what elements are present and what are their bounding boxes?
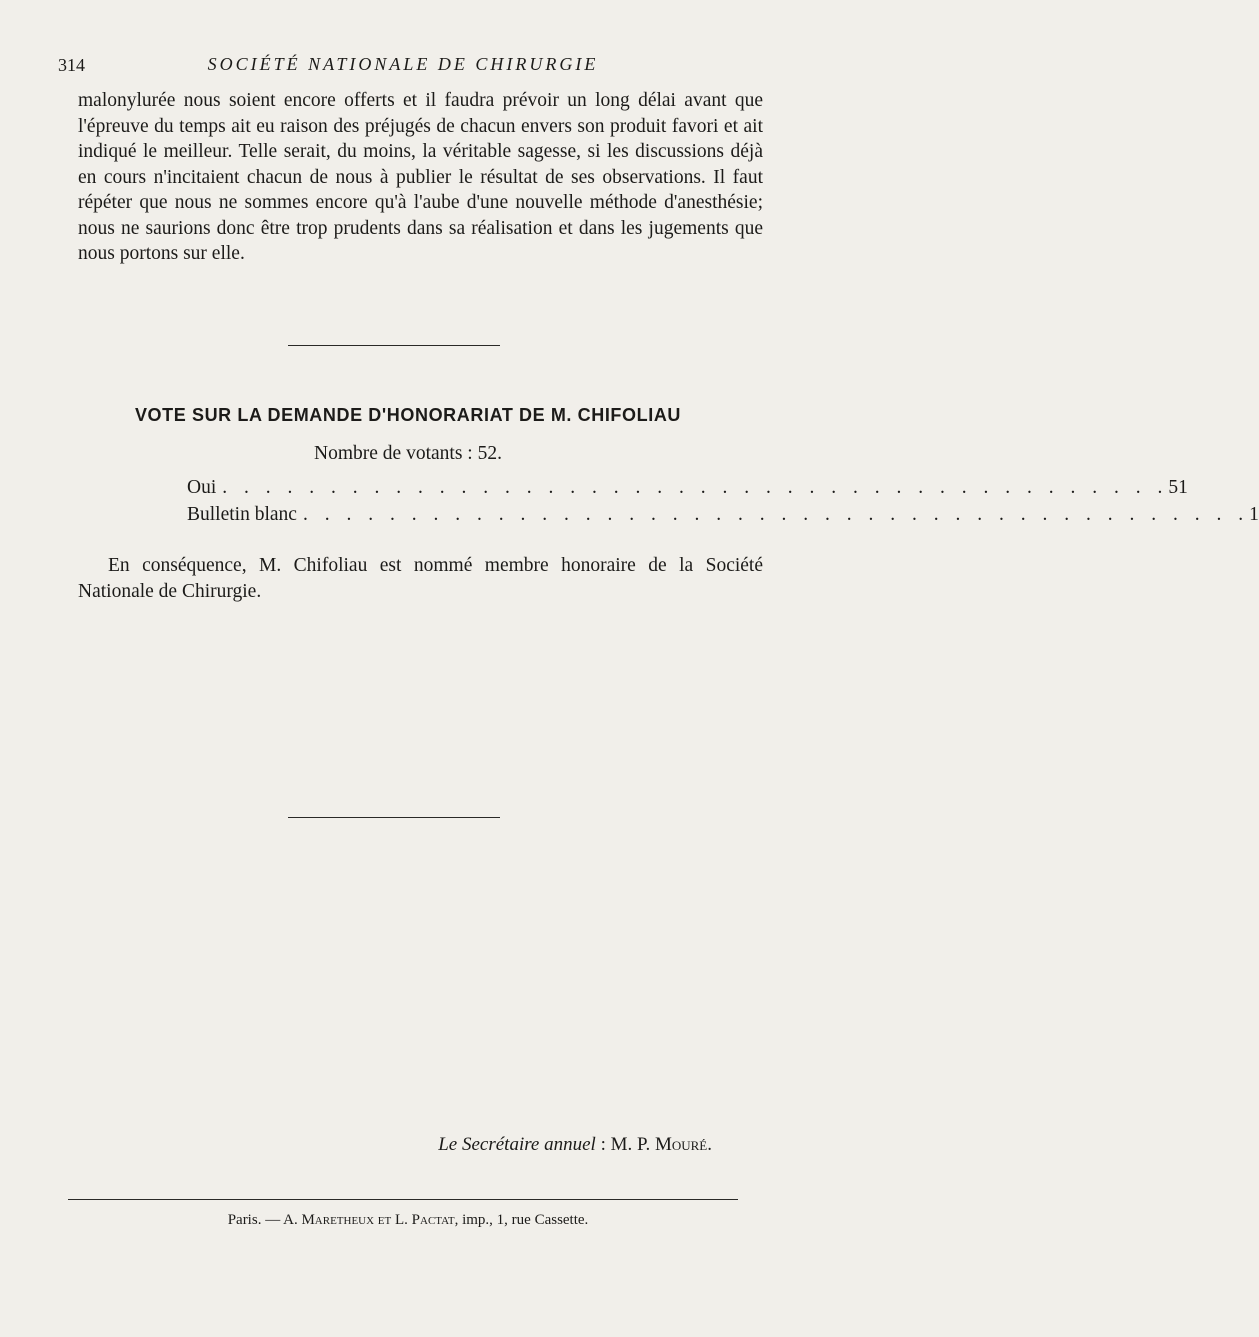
journal-title: SOCIÉTÉ NATIONALE DE CHIRURGIE (207, 54, 599, 74)
tally-label: Oui (187, 477, 217, 498)
tally-value: 1 (1249, 504, 1259, 525)
signature-separator: : (595, 1134, 611, 1155)
section-divider (288, 345, 500, 346)
tally-row-bulletin-blanc (187, 504, 1259, 531)
vote-tally (187, 477, 1259, 531)
dot-leader: . . . . . . . . . . . . . . . . . . . . . . . . . . . . . . . . . . . . . . . . . . . . (302, 504, 1250, 525)
intro-paragraph: malonylurée nous soient encore offerts et il faudra prévoir un long délai avant que l'épreuve du temps ait eu raison des préjugés de chacun envers son produit favori et ait indiqué le meilleur. Telle serait, du moins, la véritable sagesse, si les discussions déjà en cours n'incitaient chacun de nous à publier le résultat de ses observations. Il faut répéter que nous ne sommes encore qu'à l'aube d'une nouvelle méthode d'anesthésie; nous ne saurions donc être trop prudents dans sa réalisation et dans les jugements que nous portons sur elle. (78, 90, 763, 264)
dot-leader: . . . . . . . . . . . . . . . . . . . . . . . . . . . . . . . . . . . . . . . . . . . . (222, 477, 1169, 498)
imprint-printer: Maretheux et L. Pactat (301, 1212, 455, 1228)
vote-heading: VOTE SUR LA DEMANDE D'HONORARIAT DE M. CHIFOLIAU (134, 405, 682, 425)
voters-count: Nombre de votants : 52. (314, 443, 502, 464)
running-head (58, 50, 748, 80)
imprint-address: , imp., 1, rue Cassette. (454, 1212, 589, 1228)
signature-name-prefix: M. P. (610, 1134, 655, 1155)
tally-value: 51 (1168, 477, 1188, 498)
tally-row-oui (187, 477, 1188, 504)
printer-imprint (58, 1212, 758, 1229)
signature (438, 1134, 712, 1156)
signature-role: Le Secrétaire annuel (438, 1134, 596, 1155)
signature-name: Mouré. (654, 1134, 712, 1155)
imprint-city: Paris. — A. (227, 1212, 302, 1228)
page-number: 314 (58, 55, 85, 75)
conclusion-paragraph: En conséquence, M. Chifoliau est nommé membre honoraire de la Société Nationale de Chirurgie. (78, 555, 763, 602)
tally-label: Bulletin blanc (187, 504, 297, 525)
footer-rule (68, 1199, 738, 1200)
section-divider (288, 817, 500, 818)
